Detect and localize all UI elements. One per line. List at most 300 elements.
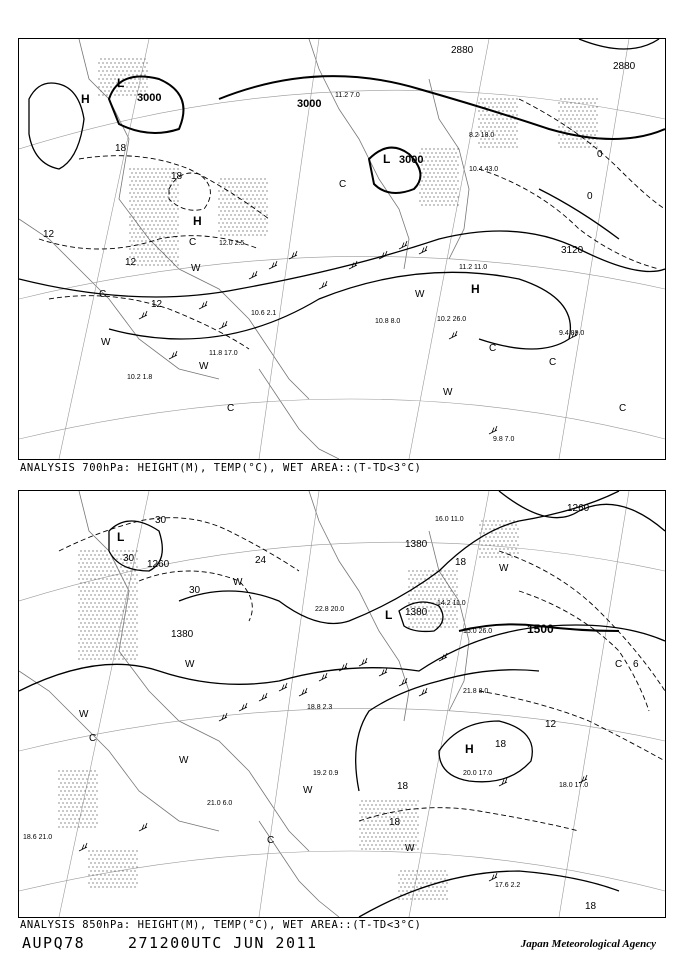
wet-area-dot bbox=[232, 202, 233, 203]
wet-area-dot bbox=[439, 176, 440, 177]
wet-area-dot bbox=[420, 586, 421, 587]
wet-area-dot bbox=[86, 618, 87, 619]
wet-area-dot bbox=[238, 190, 239, 191]
wet-area-dot bbox=[478, 118, 479, 119]
wet-area-dot bbox=[94, 658, 95, 659]
wet-area-dot bbox=[438, 614, 439, 615]
wet-area-dot bbox=[375, 836, 376, 837]
wet-area-dot bbox=[400, 886, 401, 887]
wet-area-dot bbox=[98, 642, 99, 643]
wet-area-dot bbox=[169, 240, 170, 241]
wet-area-dot bbox=[173, 240, 174, 241]
wet-area-dot bbox=[144, 58, 145, 59]
isotherms-700hpa bbox=[39, 99, 665, 349]
wet-area-dot bbox=[431, 192, 432, 193]
wet-area-dot bbox=[385, 840, 386, 841]
wet-area-dot bbox=[516, 138, 517, 139]
wet-area-dot bbox=[373, 808, 374, 809]
wet-area-dot bbox=[108, 630, 109, 631]
temp-center: W bbox=[179, 755, 189, 766]
wet-area-dot bbox=[112, 614, 113, 615]
wet-area-dot bbox=[482, 142, 483, 143]
wet-area-dot bbox=[395, 804, 396, 805]
wet-area-dot bbox=[114, 658, 115, 659]
wet-area-dot bbox=[230, 198, 231, 199]
wet-area-dot bbox=[84, 630, 85, 631]
wet-area-dot bbox=[422, 882, 423, 883]
station-value: 17.6 2.2 bbox=[495, 882, 521, 889]
wet-area-dot bbox=[82, 794, 83, 795]
wet-area-dot bbox=[94, 854, 95, 855]
wet-area-dot bbox=[427, 200, 428, 201]
height-label: 1380 bbox=[405, 539, 428, 550]
wet-area-dot bbox=[136, 622, 137, 623]
wet-area-dot bbox=[238, 206, 239, 207]
wet-area-dot bbox=[108, 858, 109, 859]
wet-area-dot bbox=[369, 824, 370, 825]
height-label: 3000 bbox=[297, 98, 322, 110]
wet-area-dot bbox=[590, 118, 591, 119]
wet-area-dot bbox=[449, 148, 450, 149]
wet-area-dot bbox=[393, 840, 394, 841]
wet-area-dot bbox=[142, 86, 143, 87]
wet-area-dot bbox=[410, 874, 411, 875]
wind-barb bbox=[219, 713, 227, 721]
wet-area-dot bbox=[570, 118, 571, 119]
wet-area-dot bbox=[66, 826, 67, 827]
wet-area-dot bbox=[78, 578, 79, 579]
wet-area-dot bbox=[129, 224, 130, 225]
wet-area-dot bbox=[92, 638, 93, 639]
wet-area-dot bbox=[98, 862, 99, 863]
wet-area-dot bbox=[110, 610, 111, 611]
wet-area-dot bbox=[153, 232, 154, 233]
temp-center: C bbox=[549, 357, 557, 368]
wet-area-dot bbox=[169, 256, 170, 257]
wet-area-dot bbox=[128, 66, 129, 67]
wet-area-dot bbox=[106, 618, 107, 619]
wet-area-dot bbox=[82, 770, 83, 771]
wind-barb bbox=[299, 688, 307, 696]
wet-area-dot bbox=[94, 642, 95, 643]
wet-area-dot bbox=[496, 146, 497, 147]
wet-area-dot bbox=[163, 228, 164, 229]
wet-area-dot bbox=[92, 558, 93, 559]
wet-area-dot bbox=[264, 218, 265, 219]
wet-area-dot bbox=[427, 192, 428, 193]
wet-area-dot bbox=[361, 840, 362, 841]
wet-area-dot bbox=[438, 574, 439, 575]
wet-area-dot bbox=[132, 614, 133, 615]
wet-area-dot bbox=[580, 106, 581, 107]
wet-area-dot bbox=[135, 196, 136, 197]
wet-area-dot bbox=[175, 220, 176, 221]
wet-area-dot bbox=[96, 646, 97, 647]
wet-area-dot bbox=[508, 138, 509, 139]
wet-area-dot bbox=[124, 654, 125, 655]
wet-area-dot bbox=[62, 802, 63, 803]
wet-area-dot bbox=[128, 590, 129, 591]
wet-area-dot bbox=[110, 650, 111, 651]
wet-area-dot bbox=[131, 204, 132, 205]
wet-area-dot bbox=[177, 264, 178, 265]
wet-area-dot bbox=[82, 586, 83, 587]
wet-area-dot bbox=[161, 256, 162, 257]
wet-area-dot bbox=[145, 256, 146, 257]
wet-area-dot bbox=[157, 168, 158, 169]
wet-area-dot bbox=[106, 586, 107, 587]
wet-area-dot bbox=[108, 654, 109, 655]
temp-label: 18 bbox=[115, 143, 127, 154]
temp-center: W bbox=[199, 361, 209, 372]
wet-area-dot bbox=[405, 832, 406, 833]
wet-area-dot bbox=[452, 570, 453, 571]
wet-area-dot bbox=[114, 642, 115, 643]
wet-area-dot bbox=[120, 550, 121, 551]
temp-center: W bbox=[415, 289, 425, 300]
wet-area-dot bbox=[361, 800, 362, 801]
wet-area-dot bbox=[133, 224, 134, 225]
wet-area-dot bbox=[489, 520, 490, 521]
wet-area-dot bbox=[240, 210, 241, 211]
wet-area-dot bbox=[246, 206, 247, 207]
wet-area-dot bbox=[100, 638, 101, 639]
wet-area-dot bbox=[504, 146, 505, 147]
wet-area-dot bbox=[425, 180, 426, 181]
wet-area-dot bbox=[177, 192, 178, 193]
wet-area-dot bbox=[409, 824, 410, 825]
wet-area-dot bbox=[487, 556, 488, 557]
wet-area-dot bbox=[361, 824, 362, 825]
wet-area-dot bbox=[126, 862, 127, 863]
wet-area-dot bbox=[429, 188, 430, 189]
wet-area-dot bbox=[596, 130, 597, 131]
wet-area-dot bbox=[443, 176, 444, 177]
wet-area-dot bbox=[594, 126, 595, 127]
wet-area-dot bbox=[96, 782, 97, 783]
wet-area-dot bbox=[582, 142, 583, 143]
wet-area-dot bbox=[250, 182, 251, 183]
wet-area-dot bbox=[441, 172, 442, 173]
wet-area-dot bbox=[428, 626, 429, 627]
wet-area-dot bbox=[412, 570, 413, 571]
wet-area-dot bbox=[501, 528, 502, 529]
wet-area-dot bbox=[100, 614, 101, 615]
wet-area-dot bbox=[572, 130, 573, 131]
wet-area-dot bbox=[112, 58, 113, 59]
wet-area-dot bbox=[486, 142, 487, 143]
wet-area-dot bbox=[86, 810, 87, 811]
wet-area-dot bbox=[572, 114, 573, 115]
wet-area-dot bbox=[124, 646, 125, 647]
wet-area-dot bbox=[151, 212, 152, 213]
wet-area-dot bbox=[256, 186, 257, 187]
wet-area-dot bbox=[98, 578, 99, 579]
wet-area-dot bbox=[381, 824, 382, 825]
wet-area-dot bbox=[252, 218, 253, 219]
wet-area-dot bbox=[72, 822, 73, 823]
wet-area-dot bbox=[433, 180, 434, 181]
wet-area-dot bbox=[167, 220, 168, 221]
wet-area-dot bbox=[365, 832, 366, 833]
wet-area-dot bbox=[512, 146, 513, 147]
wet-area-dot bbox=[132, 646, 133, 647]
wet-area-dot bbox=[163, 172, 164, 173]
wet-area-dot bbox=[429, 164, 430, 165]
wet-area-dot bbox=[230, 214, 231, 215]
wet-area-dot bbox=[232, 186, 233, 187]
wet-area-dot bbox=[84, 582, 85, 583]
wet-area-dot bbox=[120, 582, 121, 583]
wet-area-dot bbox=[359, 828, 360, 829]
wet-area-dot bbox=[131, 180, 132, 181]
wet-area-dot bbox=[106, 642, 107, 643]
wet-area-dot bbox=[110, 78, 111, 79]
wet-area-dot bbox=[92, 798, 93, 799]
wet-area-dot bbox=[60, 822, 61, 823]
wet-area-dot bbox=[140, 58, 141, 59]
wet-area-dot bbox=[106, 854, 107, 855]
wet-area-dot bbox=[84, 606, 85, 607]
wet-area-dot bbox=[80, 566, 81, 567]
wet-area-dot bbox=[576, 138, 577, 139]
wet-area-dot bbox=[596, 122, 597, 123]
wet-area-dot bbox=[404, 886, 405, 887]
wet-area-dot bbox=[147, 212, 148, 213]
wet-area-dot bbox=[116, 590, 117, 591]
wet-area-dot bbox=[141, 248, 142, 249]
wind-barb bbox=[269, 261, 277, 269]
temp-label: 0 bbox=[587, 191, 593, 202]
wet-area-dot bbox=[58, 818, 59, 819]
wet-area-dot bbox=[453, 204, 454, 205]
wet-area-dot bbox=[145, 240, 146, 241]
wet-area-dot bbox=[453, 156, 454, 157]
wet-area-dot bbox=[441, 204, 442, 205]
wet-area-dot bbox=[505, 544, 506, 545]
wet-area-dot bbox=[92, 858, 93, 859]
temp-center: W bbox=[303, 785, 313, 796]
agency-name: Japan Meteorological Agency bbox=[520, 938, 656, 950]
wet-area-dot bbox=[151, 204, 152, 205]
wet-area-dot bbox=[161, 264, 162, 265]
wet-area-dot bbox=[236, 194, 237, 195]
wet-area-dot bbox=[222, 222, 223, 223]
wet-area-dot bbox=[161, 224, 162, 225]
wet-area-dot bbox=[169, 232, 170, 233]
wet-area-dot bbox=[64, 806, 65, 807]
wet-area-dot bbox=[108, 558, 109, 559]
wind-barb bbox=[249, 271, 257, 279]
wet-area-dot bbox=[417, 816, 418, 817]
wet-area-dot bbox=[238, 222, 239, 223]
pressure-center: L bbox=[117, 530, 125, 544]
wet-area-dot bbox=[126, 570, 127, 571]
wet-area-dot bbox=[512, 114, 513, 115]
temp-center: C bbox=[189, 237, 197, 248]
wet-area-dot bbox=[88, 774, 89, 775]
wet-area-dot bbox=[564, 130, 565, 131]
wet-area-dot bbox=[163, 204, 164, 205]
wet-area-dot bbox=[479, 540, 480, 541]
wet-area-dot bbox=[423, 184, 424, 185]
wet-area-dot bbox=[86, 554, 87, 555]
wet-area-dot bbox=[102, 658, 103, 659]
wet-area-dot bbox=[427, 168, 428, 169]
wet-area-dot bbox=[64, 782, 65, 783]
wet-area-dot bbox=[431, 168, 432, 169]
wet-area-dot bbox=[513, 520, 514, 521]
wet-area-dot bbox=[141, 264, 142, 265]
wet-area-dot bbox=[171, 188, 172, 189]
wet-area-dot bbox=[106, 886, 107, 887]
wet-area-dot bbox=[441, 164, 442, 165]
wet-area-dot bbox=[92, 806, 93, 807]
wet-area-dot bbox=[503, 540, 504, 541]
wet-area-dot bbox=[110, 578, 111, 579]
wet-area-dot bbox=[138, 62, 139, 63]
wet-area-dot bbox=[104, 82, 105, 83]
wet-area-dot bbox=[250, 190, 251, 191]
wet-area-dot bbox=[436, 886, 437, 887]
wet-area-dot bbox=[145, 192, 146, 193]
wet-area-dot bbox=[457, 196, 458, 197]
wet-area-dot bbox=[399, 844, 400, 845]
wet-area-dot bbox=[114, 862, 115, 863]
wet-area-dot bbox=[488, 122, 489, 123]
wet-area-dot bbox=[437, 188, 438, 189]
wet-area-dot bbox=[502, 110, 503, 111]
wet-area-dot bbox=[373, 840, 374, 841]
wet-area-dot bbox=[435, 200, 436, 201]
wet-area-dot bbox=[165, 208, 166, 209]
wet-area-dot bbox=[490, 118, 491, 119]
wet-area-dot bbox=[430, 590, 431, 591]
wet-area-dot bbox=[402, 882, 403, 883]
wet-area-dot bbox=[136, 66, 137, 67]
wet-area-dot bbox=[422, 590, 423, 591]
wet-area-dot bbox=[594, 142, 595, 143]
wet-area-dot bbox=[62, 794, 63, 795]
wet-area-dot bbox=[108, 590, 109, 591]
wet-area-dot bbox=[173, 168, 174, 169]
wet-area-dot bbox=[177, 216, 178, 217]
wet-area-dot bbox=[145, 216, 146, 217]
wet-area-dot bbox=[250, 222, 251, 223]
wet-area-dot bbox=[485, 544, 486, 545]
wet-area-dot bbox=[421, 188, 422, 189]
wet-area-dot bbox=[90, 854, 91, 855]
wet-area-dot bbox=[165, 240, 166, 241]
wet-area-dot bbox=[492, 98, 493, 99]
wet-area-dot bbox=[429, 148, 430, 149]
wet-area-dot bbox=[480, 122, 481, 123]
wet-area-dot bbox=[86, 602, 87, 603]
wet-area-dot bbox=[596, 106, 597, 107]
wet-area-dot bbox=[78, 554, 79, 555]
wet-area-dot bbox=[76, 814, 77, 815]
wet-area-dot bbox=[64, 822, 65, 823]
wet-area-dot bbox=[568, 114, 569, 115]
wet-area-dot bbox=[128, 90, 129, 91]
wet-area-dot bbox=[126, 62, 127, 63]
wet-area-dot bbox=[432, 894, 433, 895]
wet-area-dot bbox=[140, 82, 141, 83]
station-value: 18.8 2.3 bbox=[307, 704, 333, 711]
wet-area-dot bbox=[428, 586, 429, 587]
wet-area-dot bbox=[248, 178, 249, 179]
height-label: 1500 bbox=[527, 622, 554, 636]
wet-area-dot bbox=[414, 574, 415, 575]
wet-area-dot bbox=[446, 882, 447, 883]
wet-area-dot bbox=[496, 138, 497, 139]
wet-area-dot bbox=[260, 234, 261, 235]
wet-area-dot bbox=[234, 206, 235, 207]
wet-area-dot bbox=[428, 878, 429, 879]
wet-area-dot bbox=[116, 858, 117, 859]
wet-area-dot bbox=[234, 198, 235, 199]
wet-area-dot bbox=[82, 818, 83, 819]
wet-area-dot bbox=[455, 168, 456, 169]
wet-area-dot bbox=[134, 578, 135, 579]
wet-area-dot bbox=[438, 590, 439, 591]
wet-area-dot bbox=[441, 196, 442, 197]
wet-area-dot bbox=[84, 814, 85, 815]
wet-area-dot bbox=[566, 110, 567, 111]
wet-area-dot bbox=[451, 160, 452, 161]
wet-area-dot bbox=[136, 550, 137, 551]
wet-area-dot bbox=[163, 212, 164, 213]
wet-area-dot bbox=[112, 598, 113, 599]
wet-area-dot bbox=[96, 590, 97, 591]
wet-area-dot bbox=[84, 654, 85, 655]
wet-area-dot bbox=[134, 602, 135, 603]
wet-area-dot bbox=[139, 188, 140, 189]
wet-area-dot bbox=[447, 160, 448, 161]
wet-area-dot bbox=[363, 844, 364, 845]
wet-area-dot bbox=[82, 634, 83, 635]
wet-area-dot bbox=[416, 578, 417, 579]
wet-area-dot bbox=[72, 790, 73, 791]
wet-area-dot bbox=[96, 574, 97, 575]
wet-area-dot bbox=[153, 192, 154, 193]
wet-area-dot bbox=[114, 626, 115, 627]
wet-area-dot bbox=[425, 172, 426, 173]
wet-area-dot bbox=[431, 176, 432, 177]
wet-area-dot bbox=[102, 870, 103, 871]
wet-area-dot bbox=[432, 870, 433, 871]
wet-area-dot bbox=[98, 570, 99, 571]
wet-area-dot bbox=[423, 192, 424, 193]
wet-area-dot bbox=[430, 622, 431, 623]
wet-area-dot bbox=[92, 614, 93, 615]
wet-area-dot bbox=[456, 594, 457, 595]
wet-area-dot bbox=[558, 102, 559, 103]
wet-area-dot bbox=[430, 882, 431, 883]
wet-area-dot bbox=[175, 212, 176, 213]
wet-area-dot bbox=[110, 586, 111, 587]
wet-area-dot bbox=[434, 590, 435, 591]
wet-area-dot bbox=[84, 550, 85, 551]
wet-area-dot bbox=[387, 844, 388, 845]
wet-area-dot bbox=[480, 98, 481, 99]
wet-area-dot bbox=[68, 822, 69, 823]
wet-area-dot bbox=[562, 134, 563, 135]
wet-area-dot bbox=[131, 220, 132, 221]
wet-area-dot bbox=[147, 260, 148, 261]
wet-area-dot bbox=[369, 832, 370, 833]
wet-area-dot bbox=[70, 794, 71, 795]
